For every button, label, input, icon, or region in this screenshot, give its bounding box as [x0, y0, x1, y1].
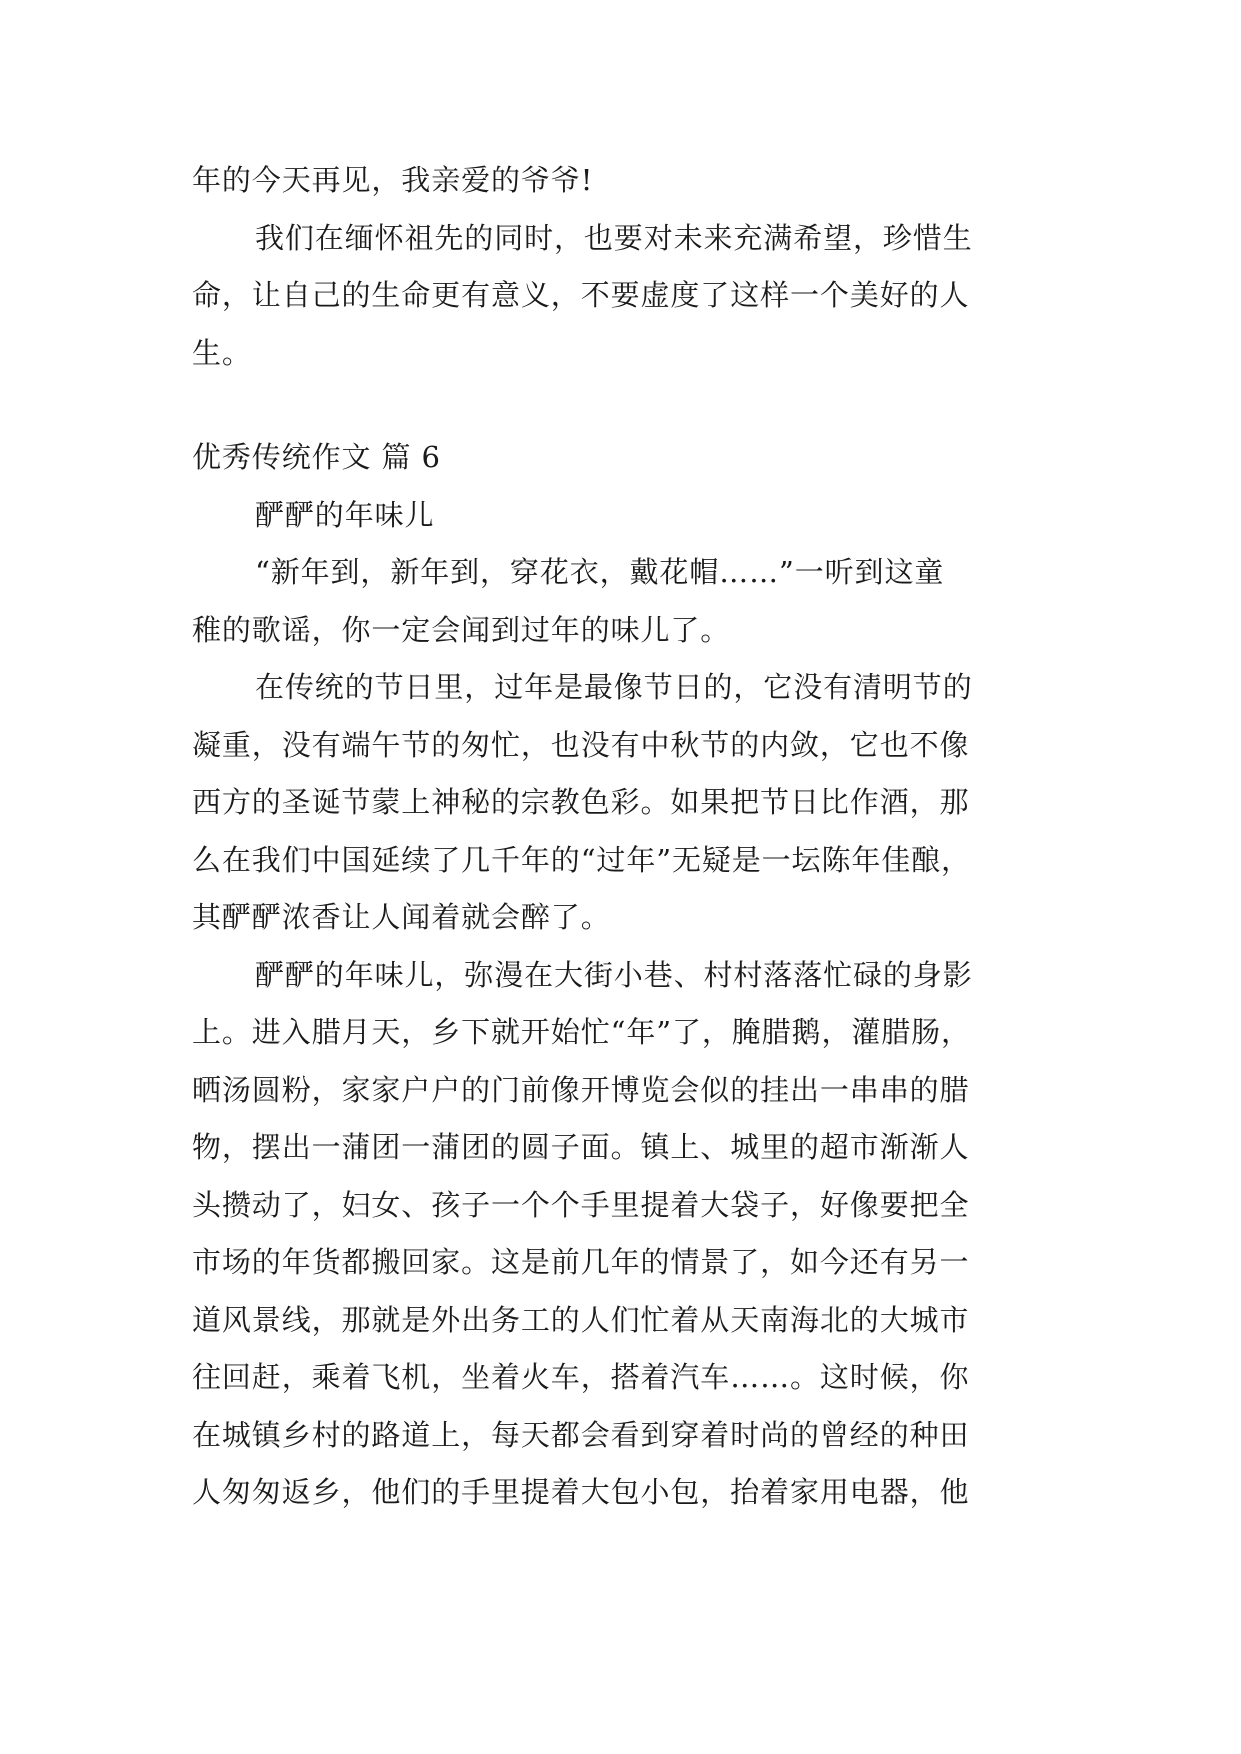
document-body	[192, 152, 1052, 1522]
text-line: 道风景线，那就是外出务工的人们忙着从天南海北的大城市	[192, 1302, 970, 1337]
text-line: 年的今天再见，我亲爱的爷爷!	[192, 163, 594, 197]
text-line: 上。进入腊月天，乡下就开始忙“年”了，腌腊鹅，灌腊肠，	[192, 1015, 971, 1049]
text-line: 么在我们中国延续了几千年的“过年”无疑是一坛陈年佳酿，	[192, 842, 971, 877]
text-line: 头攒动了，妇女、孩子一个个手里提着大袋子，好像要把全	[192, 1187, 970, 1222]
text-line: 命，让自己的生命更有意义，不要虚度了这样一个美好的人	[192, 278, 970, 312]
section-heading: 优秀传统作文 篇 6	[192, 440, 441, 474]
text-line: 西方的圣诞节蒙上神秘的宗教色彩。如果把节日比作酒，那	[192, 785, 970, 819]
paragraph-start-line: 在传统的节日里，过年是最像节日的，它没有清明节的	[255, 670, 973, 704]
text-line: 人匆匆返乡，他们的手里提着大包小包，抬着家用电器，他	[192, 1475, 970, 1509]
text-line: 凝重，没有端午节的匆忙，也没有中秋节的内敛，它也不像	[192, 727, 970, 762]
paragraph-start-line: 我们在缅怀祖先的同时，也要对未来充满希望，珍惜生	[255, 220, 973, 255]
text-line: 晒汤圆粉，家家户户的门前像开博览会似的挂出一串串的腊	[192, 1072, 970, 1107]
text-line: 生。	[192, 335, 252, 370]
paragraph-start-line: “新年到，新年到，穿花衣，戴花帽……”一听到这童	[255, 555, 945, 589]
text-line: 其酽酽浓香让人闻着就会醉了。	[192, 900, 611, 934]
paragraph-start-line: 酽酽的年味儿，弥漫在大街小巷、村村落落忙碌的身影	[255, 957, 973, 992]
text-line: 在城镇乡村的路道上，每天都会看到穿着时尚的曾经的种田	[192, 1417, 970, 1452]
text-line: 物，摆出一蒲团一蒲团的圆子面。镇上、城里的超市渐渐人	[192, 1130, 970, 1164]
essay-title: 酽酽的年味儿	[255, 497, 435, 532]
text-line: 市场的年货都搬回家。这是前几年的情景了，如今还有另一	[192, 1245, 970, 1279]
text-line: 稚的歌谣，你一定会闻到过年的味儿了。	[192, 612, 731, 647]
text-line: 往回赶，乘着飞机，坐着火车，搭着汽车……。这时候，你	[192, 1360, 970, 1394]
